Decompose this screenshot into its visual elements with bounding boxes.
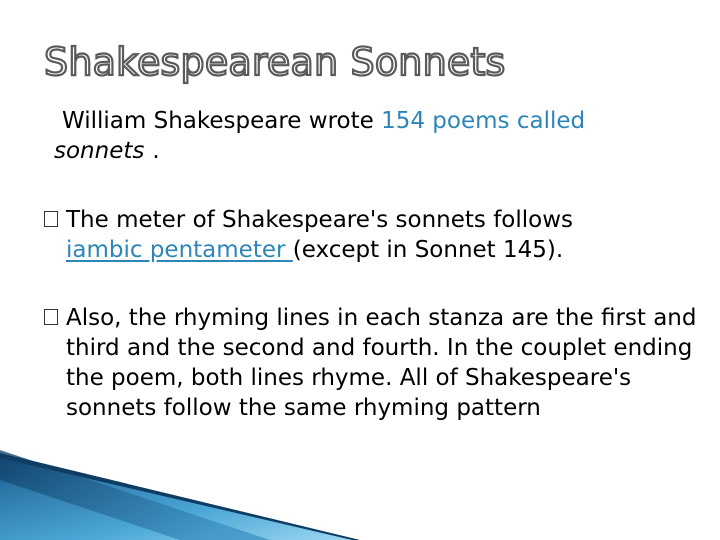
bullet-box-icon xyxy=(44,309,58,325)
intro-after: . xyxy=(152,138,160,164)
bullet-item xyxy=(44,205,704,265)
slide-title: Shakespearean Sonnets xyxy=(44,40,506,84)
intro-text xyxy=(54,106,702,166)
corner-decoration xyxy=(0,440,360,540)
bullet-text-part: The meter of Shakespeare's sonnets follows xyxy=(66,207,574,233)
intro-before: William Shakespeare wrote xyxy=(62,108,382,134)
iambic-pentameter-link[interactable]: iambic pentameter xyxy=(66,237,293,263)
bullet-item xyxy=(44,303,704,423)
bullet-box-icon xyxy=(44,211,58,227)
bullet-text: Also, the rhyming lines in each stanza are the first and third and the second and fourth. In the couplet ending the poem, both lines rhyme. All of Shakespeare's sonnets follow the same rhyming pattern xyxy=(66,305,697,421)
bullet-text xyxy=(66,205,704,265)
bullet-text-part: (except in Sonnet 145). xyxy=(292,237,564,263)
intro-highlight: 154 poems called xyxy=(381,108,586,134)
intro-emphasis: sonnets xyxy=(54,138,145,164)
